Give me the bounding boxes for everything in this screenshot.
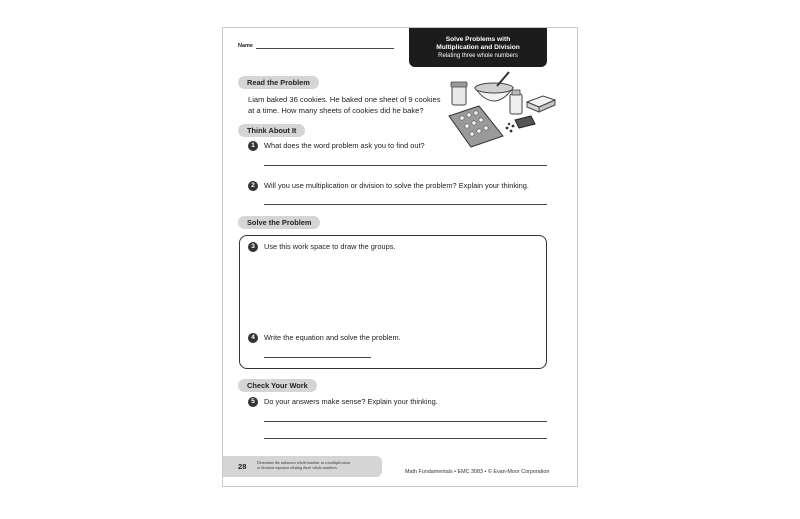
word-problem-line-2: at a time. How many sheets of cookies did he bake? [248, 106, 424, 115]
title-banner [409, 28, 547, 67]
worksheet-page [222, 27, 578, 487]
baking-illustration [447, 70, 559, 148]
standard-text [257, 460, 377, 470]
question-5-number: 5 [248, 397, 258, 407]
equation-answer-line[interactable] [264, 357, 371, 358]
question-5-answer-line-2[interactable] [264, 438, 547, 439]
question-2-text: Will you use multiplication or division to solve the problem? Explain your thinking. [264, 181, 529, 190]
question-1-answer-line[interactable] [264, 165, 547, 166]
name-label: Name [238, 43, 253, 49]
chip-bag-icon [515, 116, 535, 128]
milk-jug-icon [510, 90, 522, 114]
section-solve-the-problem: Solve the Problem [238, 216, 320, 229]
question-1-text: What does the word problem ask you to find out? [264, 141, 425, 150]
name-answer-line[interactable] [256, 48, 394, 49]
question-4-number: 4 [248, 333, 258, 343]
flour-canister-icon [451, 82, 467, 105]
standard-line-1: Determine the unknown whole number in a multiplication [257, 460, 350, 465]
footer-tab [223, 456, 382, 477]
question-3-text: Use this work space to draw the groups. [264, 242, 396, 251]
work-space-box[interactable] [239, 235, 547, 369]
word-problem-line-1: Liam baked 36 cookies. He baked one sheet of 9 cookies [248, 95, 441, 104]
question-2-number: 2 [248, 181, 258, 191]
publisher-credit: Math Fundamentals • EMC 3083 • © Evan-Moor Corporation [405, 469, 550, 475]
question-4-text: Write the equation and solve the problem. [264, 333, 401, 342]
question-1-number: 1 [248, 141, 258, 151]
cookie-sheet-icon [449, 106, 503, 147]
standard-line-2: or division equation relating three whole numbers. [257, 465, 338, 470]
section-check-your-work: Check Your Work [238, 379, 317, 392]
page-number: 28 [238, 462, 247, 471]
question-5-answer-line-1[interactable] [264, 421, 547, 422]
question-2-answer-line[interactable] [264, 204, 547, 205]
question-5-text: Do your answers make sense? Explain your thinking. [264, 397, 438, 406]
butter-icon [527, 96, 555, 112]
mixing-bowl-icon [475, 72, 513, 101]
question-3-number: 3 [248, 242, 258, 252]
chocolate-chips-icon [506, 123, 515, 133]
word-problem [248, 94, 453, 116]
subtitle: Relating three whole numbers [438, 53, 518, 59]
title-line-2: Multiplication and Division [436, 44, 520, 51]
section-think-about-it: Think About It [238, 124, 305, 137]
title-line-1: Solve Problems with [445, 36, 511, 43]
section-read-the-problem: Read the Problem [238, 76, 319, 89]
